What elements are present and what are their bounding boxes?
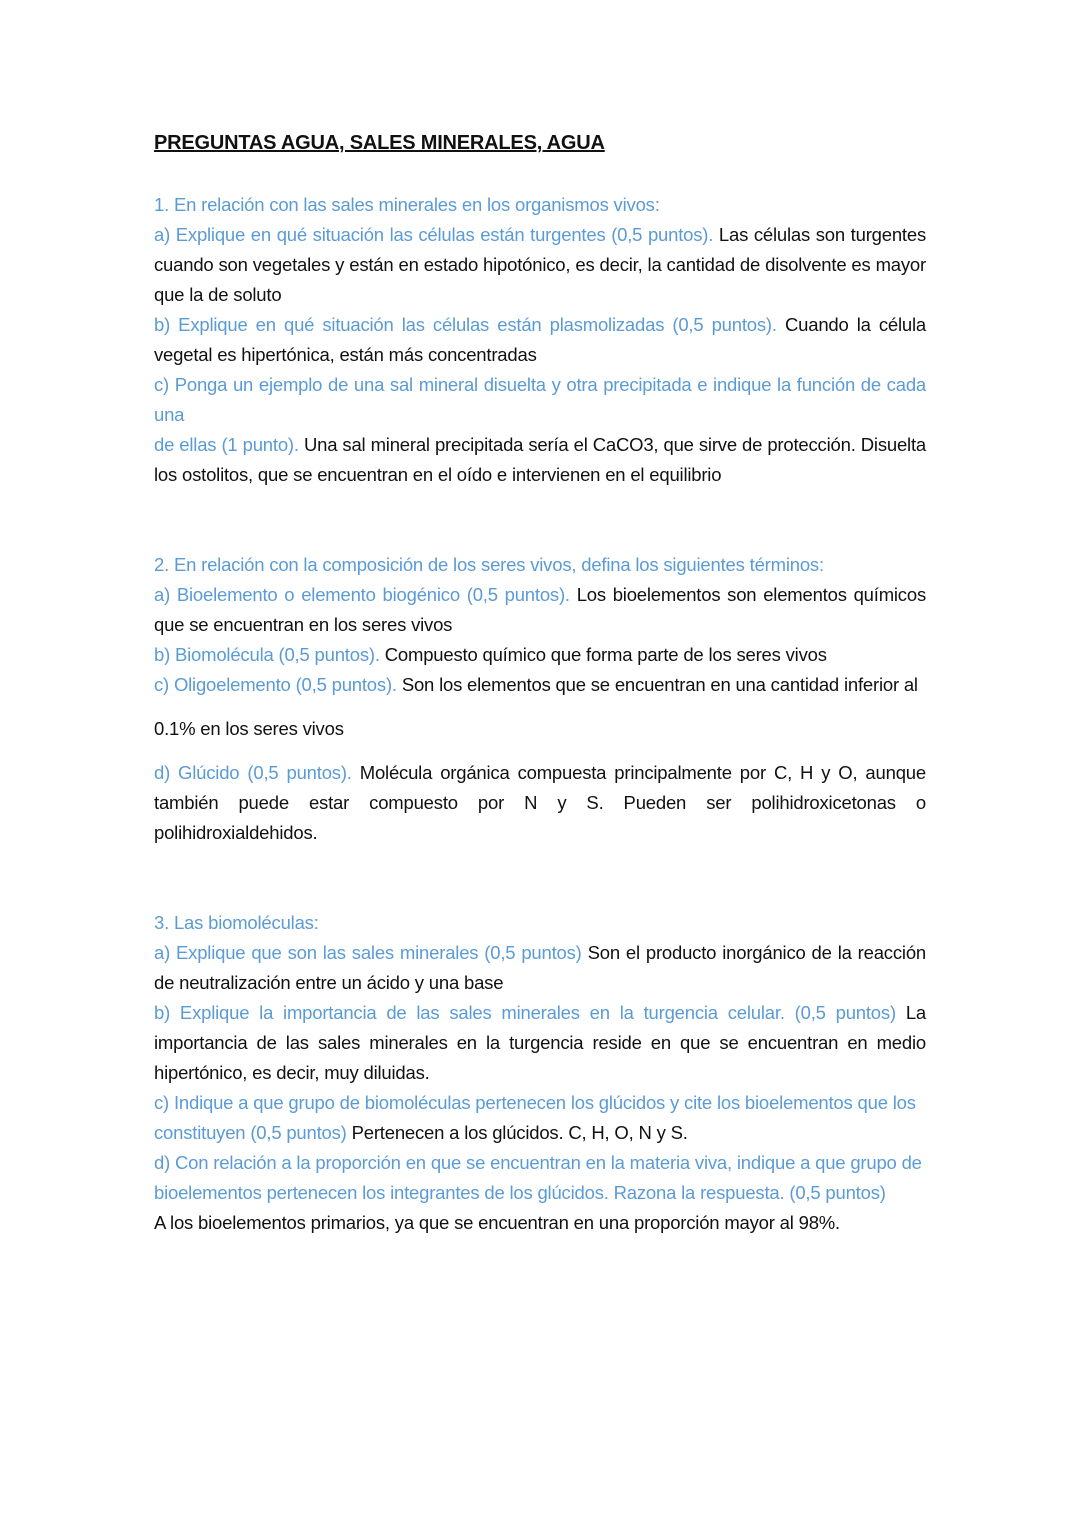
section-2-heading: 2. En relación con la composición de los seres vivos, defina los siguientes términos: <box>154 554 824 575</box>
section-3-item-c <box>154 1088 926 1148</box>
section-3-item-a <box>154 938 926 998</box>
question-text: a) Bioelemento o elemento biogénico (0,5 puntos). <box>154 584 570 605</box>
section-1-heading: 1. En relación con las sales minerales en los organismos vivos: <box>154 194 660 215</box>
question-text: a) Explique que son las sales minerales (0,5 puntos) <box>154 942 582 963</box>
question-text: de ellas (1 punto). <box>154 434 299 455</box>
section-1-item-b <box>154 310 926 370</box>
answer-text: La importancia de las sales minerales en la turgencia reside en que se encuentran en medio hipertónico, es decir, muy diluidas. <box>154 1002 926 1083</box>
section-1-item-a <box>154 220 926 310</box>
section-2-item-a <box>154 580 926 640</box>
answer-text: Compuesto químico que forma parte de los seres vivos <box>384 644 827 665</box>
question-text: c) Oligoelemento (0,5 puntos). <box>154 674 397 695</box>
answer-text: Una sal mineral precipitada sería el CaCO3, que sirve de protección. Disuelta los ostolitos, que se encuentran en el oído e intervienen en el equilibrio <box>154 434 926 485</box>
answer-text: Molécula orgánica compuesta principalmente por C, H y O, aunque también puede estar compuesto por N y S. Pueden ser polihidroxicetonas o polihidroxialdehidos. <box>154 762 926 843</box>
question-text: c) Indique a que grupo de biomoléculas pertenecen los glúcidos y cite los bioelementos que los constituyen (0,5 puntos) <box>154 1092 916 1143</box>
section-3-item-b <box>154 998 926 1088</box>
question-text: b) Explique la importancia de las sales minerales en la turgencia celular. (0,5 puntos) <box>154 1002 896 1023</box>
section-1-item-c <box>154 430 926 490</box>
section-2 <box>154 550 926 848</box>
answer-text: Las células son turgentes cuando son vegetales y están en estado hipotónico, es decir, la cantidad de disolvente es mayor que la de soluto <box>154 224 926 305</box>
spacer <box>154 744 926 758</box>
section-3-item-d-question: d) Con relación a la proporción en que se encuentran en la materia viva, indique a que grupo de bioelementos pertenecen los integrantes de los glúcidos. Razona la respuesta. (0,5 puntos) <box>154 1152 922 1203</box>
section-2-item-d <box>154 758 926 848</box>
answer-text: Son el producto inorgánico de la reacción de neutralización entre un ácido y una base <box>154 942 926 993</box>
answer-text: Cuando la célula vegetal es hipertónica, están más concentradas <box>154 314 926 365</box>
question-text: b) Explique en qué situación las células están plasmolizadas (0,5 puntos). <box>154 314 777 335</box>
document-page <box>154 128 926 1238</box>
spacer <box>154 848 926 908</box>
answer-text: Los bioelementos son elementos químicos que se encuentran en los seres vivos <box>154 584 926 635</box>
question-text: a) Explique en qué situación las células están turgentes (0,5 puntos). <box>154 224 714 245</box>
question-text: b) Biomolécula (0,5 puntos). <box>154 644 380 665</box>
document-title: PREGUNTAS AGUA, SALES MINERALES, AGUA <box>154 132 605 154</box>
answer-text: Pertenecen a los glúcidos. C, H, O, N y S. <box>351 1122 688 1143</box>
section-1 <box>154 190 926 490</box>
section-2-item-c-continued: 0.1% en los seres vivos <box>154 718 344 739</box>
section-2-item-c <box>154 670 926 700</box>
question-text: d) Glúcido (0,5 puntos). <box>154 762 352 783</box>
section-2-item-b <box>154 640 926 670</box>
section-3 <box>154 908 926 1238</box>
spacer <box>154 700 926 714</box>
answer-text: Son los elementos que se encuentran en una cantidad inferior al <box>401 674 918 695</box>
section-3-heading: 3. Las biomoléculas: <box>154 912 319 933</box>
section-3-item-d-answer: A los bioelementos primarios, ya que se encuentran en una proporción mayor al 98%. <box>154 1212 840 1233</box>
section-1-item-c-question: c) Ponga un ejemplo de una sal mineral disuelta y otra precipitada e indique la función de cada una <box>154 374 926 425</box>
spacer <box>154 490 926 550</box>
